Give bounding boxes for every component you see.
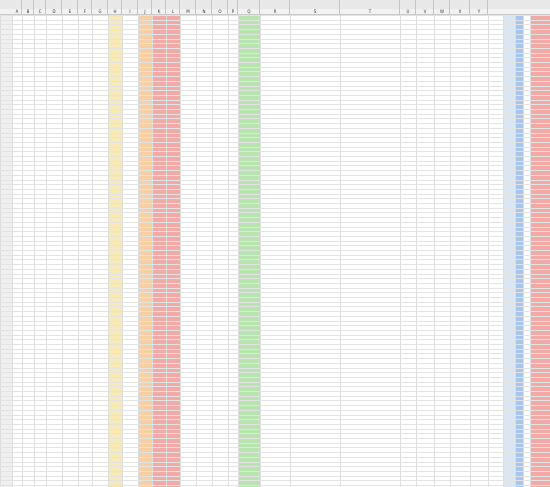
- grid-row-line: [0, 100, 550, 101]
- grid-row-line: [0, 321, 550, 322]
- grid-row-line: [0, 400, 550, 401]
- column-header[interactable]: [92, 0, 108, 9]
- grid-row-line: [0, 316, 550, 317]
- grid-row-line: [0, 71, 550, 72]
- grid-row-line: [0, 43, 550, 44]
- grid-row-line: [0, 109, 550, 110]
- grid-row-line: [0, 34, 550, 35]
- column-header[interactable]: [470, 0, 488, 9]
- grid-row-line: [0, 217, 550, 218]
- grid-row-line: [0, 255, 550, 256]
- grid-row-line: [0, 90, 550, 91]
- grid-row-line: [0, 363, 550, 364]
- grid-row-line: [0, 415, 550, 416]
- grid-row-line: [0, 29, 550, 30]
- grid-row-line: [0, 485, 550, 486]
- grid-row-line: [0, 147, 550, 148]
- column-letter[interactable]: P: [228, 9, 238, 14]
- column-header[interactable]: [212, 0, 228, 9]
- column-header[interactable]: [340, 0, 400, 9]
- grid-row-line: [0, 462, 550, 463]
- grid-row-line: [0, 335, 550, 336]
- grid-row-line: [0, 76, 550, 77]
- column-header[interactable]: [12, 0, 22, 9]
- grid-row-line: [0, 302, 550, 303]
- grid-row-line: [0, 339, 550, 340]
- grid-row-line: [0, 15, 550, 16]
- grid-row-line: [0, 175, 550, 176]
- grid-row-line: [0, 24, 550, 25]
- grid-row-line: [0, 457, 550, 458]
- column-letter[interactable]: Q: [238, 9, 260, 14]
- grid-row-line: [0, 443, 550, 444]
- grid-row-line: [0, 86, 550, 87]
- grid-row-line: [0, 269, 550, 270]
- grid-row-line: [0, 386, 550, 387]
- grid-row-line: [0, 250, 550, 251]
- grid-row-line: [0, 476, 550, 477]
- grid-row-line: [0, 20, 550, 21]
- column-header[interactable]: [46, 0, 62, 9]
- grid-row-line: [0, 231, 550, 232]
- grid-row-line: [0, 212, 550, 213]
- grid-row-line: [0, 377, 550, 378]
- grid-row-line: [0, 424, 550, 425]
- grid-row-line: [0, 236, 550, 237]
- grid-row-line: [0, 372, 550, 373]
- grid-row-line: [0, 81, 550, 82]
- column-header[interactable]: [400, 0, 416, 9]
- column-header[interactable]: [416, 0, 434, 9]
- grid-row-line: [0, 471, 550, 472]
- grid-row-line: [0, 292, 550, 293]
- column-letter[interactable]: A: [12, 9, 22, 14]
- grid-row-line: [0, 39, 550, 40]
- column-letter[interactable]: N: [196, 9, 212, 14]
- column-header[interactable]: [290, 0, 340, 9]
- grid-row-line: [0, 466, 550, 467]
- grid-row-line: [0, 447, 550, 448]
- column-header[interactable]: [138, 0, 152, 9]
- grid-row-line: [0, 156, 550, 157]
- grid-row-line: [0, 353, 550, 354]
- column-letter[interactable]: E: [62, 9, 78, 14]
- grid-row-line: [0, 433, 550, 434]
- column-header[interactable]: [62, 0, 78, 9]
- column-letter[interactable]: L: [166, 9, 180, 14]
- column-letter[interactable]: S: [290, 9, 340, 14]
- grid-row-line: [0, 419, 550, 420]
- grid-row-line: [0, 391, 550, 392]
- column-letter[interactable]: M: [180, 9, 196, 14]
- column-header[interactable]: [228, 0, 238, 9]
- column-letter[interactable]: F: [78, 9, 92, 14]
- grid-row-line: [0, 368, 550, 369]
- grid-row-line: [0, 480, 550, 481]
- column-header[interactable]: [166, 0, 180, 9]
- grid-row-line: [0, 344, 550, 345]
- grid-row-line: [0, 48, 550, 49]
- grid-row-line: [0, 222, 550, 223]
- column-header[interactable]: [238, 0, 260, 9]
- grid-row-line: [0, 53, 550, 54]
- column-header[interactable]: [22, 0, 34, 9]
- grid-row-line: [0, 325, 550, 326]
- column-letter[interactable]: H: [108, 9, 122, 14]
- grid-row-line: [0, 405, 550, 406]
- column-header[interactable]: [78, 0, 92, 9]
- grid-row-line: [0, 227, 550, 228]
- column-letter[interactable]: W: [434, 9, 450, 14]
- column-letter[interactable]: J: [138, 9, 152, 14]
- grid-row-line: [0, 137, 550, 138]
- column-header[interactable]: [434, 0, 450, 9]
- grid-row-line: [0, 306, 550, 307]
- column-letter[interactable]: R: [260, 9, 290, 14]
- grid-row-line: [0, 194, 550, 195]
- grid-row-line: [0, 161, 550, 162]
- grid-row-line: [0, 151, 550, 152]
- grid-row-line: [0, 95, 550, 96]
- grid-row-line: [0, 311, 550, 312]
- column-letter[interactable]: U: [400, 9, 416, 14]
- grid-row-line: [0, 297, 550, 298]
- column-header[interactable]: [450, 0, 470, 9]
- grid-row-line: [0, 67, 550, 68]
- grid-row-line: [0, 241, 550, 242]
- grid-row-line: [0, 259, 550, 260]
- grid-row-line: [0, 128, 550, 129]
- column-letter[interactable]: D: [46, 9, 62, 14]
- grid-row-line: [0, 203, 550, 204]
- grid-row-line: [0, 438, 550, 439]
- column-letter[interactable]: Y: [470, 9, 488, 14]
- grid-row-line: [0, 180, 550, 181]
- grid-row-line: [0, 283, 550, 284]
- column-letter[interactable]: X: [450, 9, 470, 14]
- grid-row-line: [0, 198, 550, 199]
- grid-row-line: [0, 184, 550, 185]
- column-header[interactable]: [152, 0, 166, 9]
- grid-row-line: [0, 288, 550, 289]
- grid-row-line: [0, 410, 550, 411]
- column-letter[interactable]: G: [92, 9, 108, 14]
- column-header[interactable]: [180, 0, 196, 9]
- column-header[interactable]: [260, 0, 290, 9]
- grid-row-line: [0, 245, 550, 246]
- column-header[interactable]: [196, 0, 212, 9]
- column-letter[interactable]: T: [340, 9, 400, 14]
- grid-row-line: [0, 274, 550, 275]
- column-header[interactable]: [122, 0, 138, 9]
- grid-row-line: [0, 114, 550, 115]
- grid-row-line: [0, 382, 550, 383]
- column-letter[interactable]: B: [22, 9, 34, 14]
- grid-row-line: [0, 264, 550, 265]
- grid-row-line: [0, 133, 550, 134]
- grid-row-line: [0, 208, 550, 209]
- grid-row-line: [0, 349, 550, 350]
- grid-row-line: [0, 165, 550, 166]
- grid-row-line: [0, 189, 550, 190]
- column-letter[interactable]: C: [34, 9, 46, 14]
- grid-row-line: [0, 330, 550, 331]
- column-letter[interactable]: K: [152, 9, 166, 14]
- column-letter[interactable]: V: [416, 9, 434, 14]
- grid-row-line: [0, 170, 550, 171]
- grid-row-line: [0, 118, 550, 119]
- grid-row-line: [0, 429, 550, 430]
- grid-row-line: [0, 358, 550, 359]
- grid-row-line: [0, 62, 550, 63]
- column-header[interactable]: [34, 0, 46, 9]
- grid-row-line: [0, 57, 550, 58]
- column-letter[interactable]: O: [212, 9, 228, 14]
- grid-row-line: [0, 104, 550, 105]
- grid-row-line: [0, 452, 550, 453]
- grid-row-line: [0, 123, 550, 124]
- grid-row-line: [0, 396, 550, 397]
- grid-row-line: [0, 278, 550, 279]
- grid-row-line: [0, 142, 550, 143]
- column-header[interactable]: [108, 0, 122, 9]
- column-letter[interactable]: I: [122, 9, 138, 14]
